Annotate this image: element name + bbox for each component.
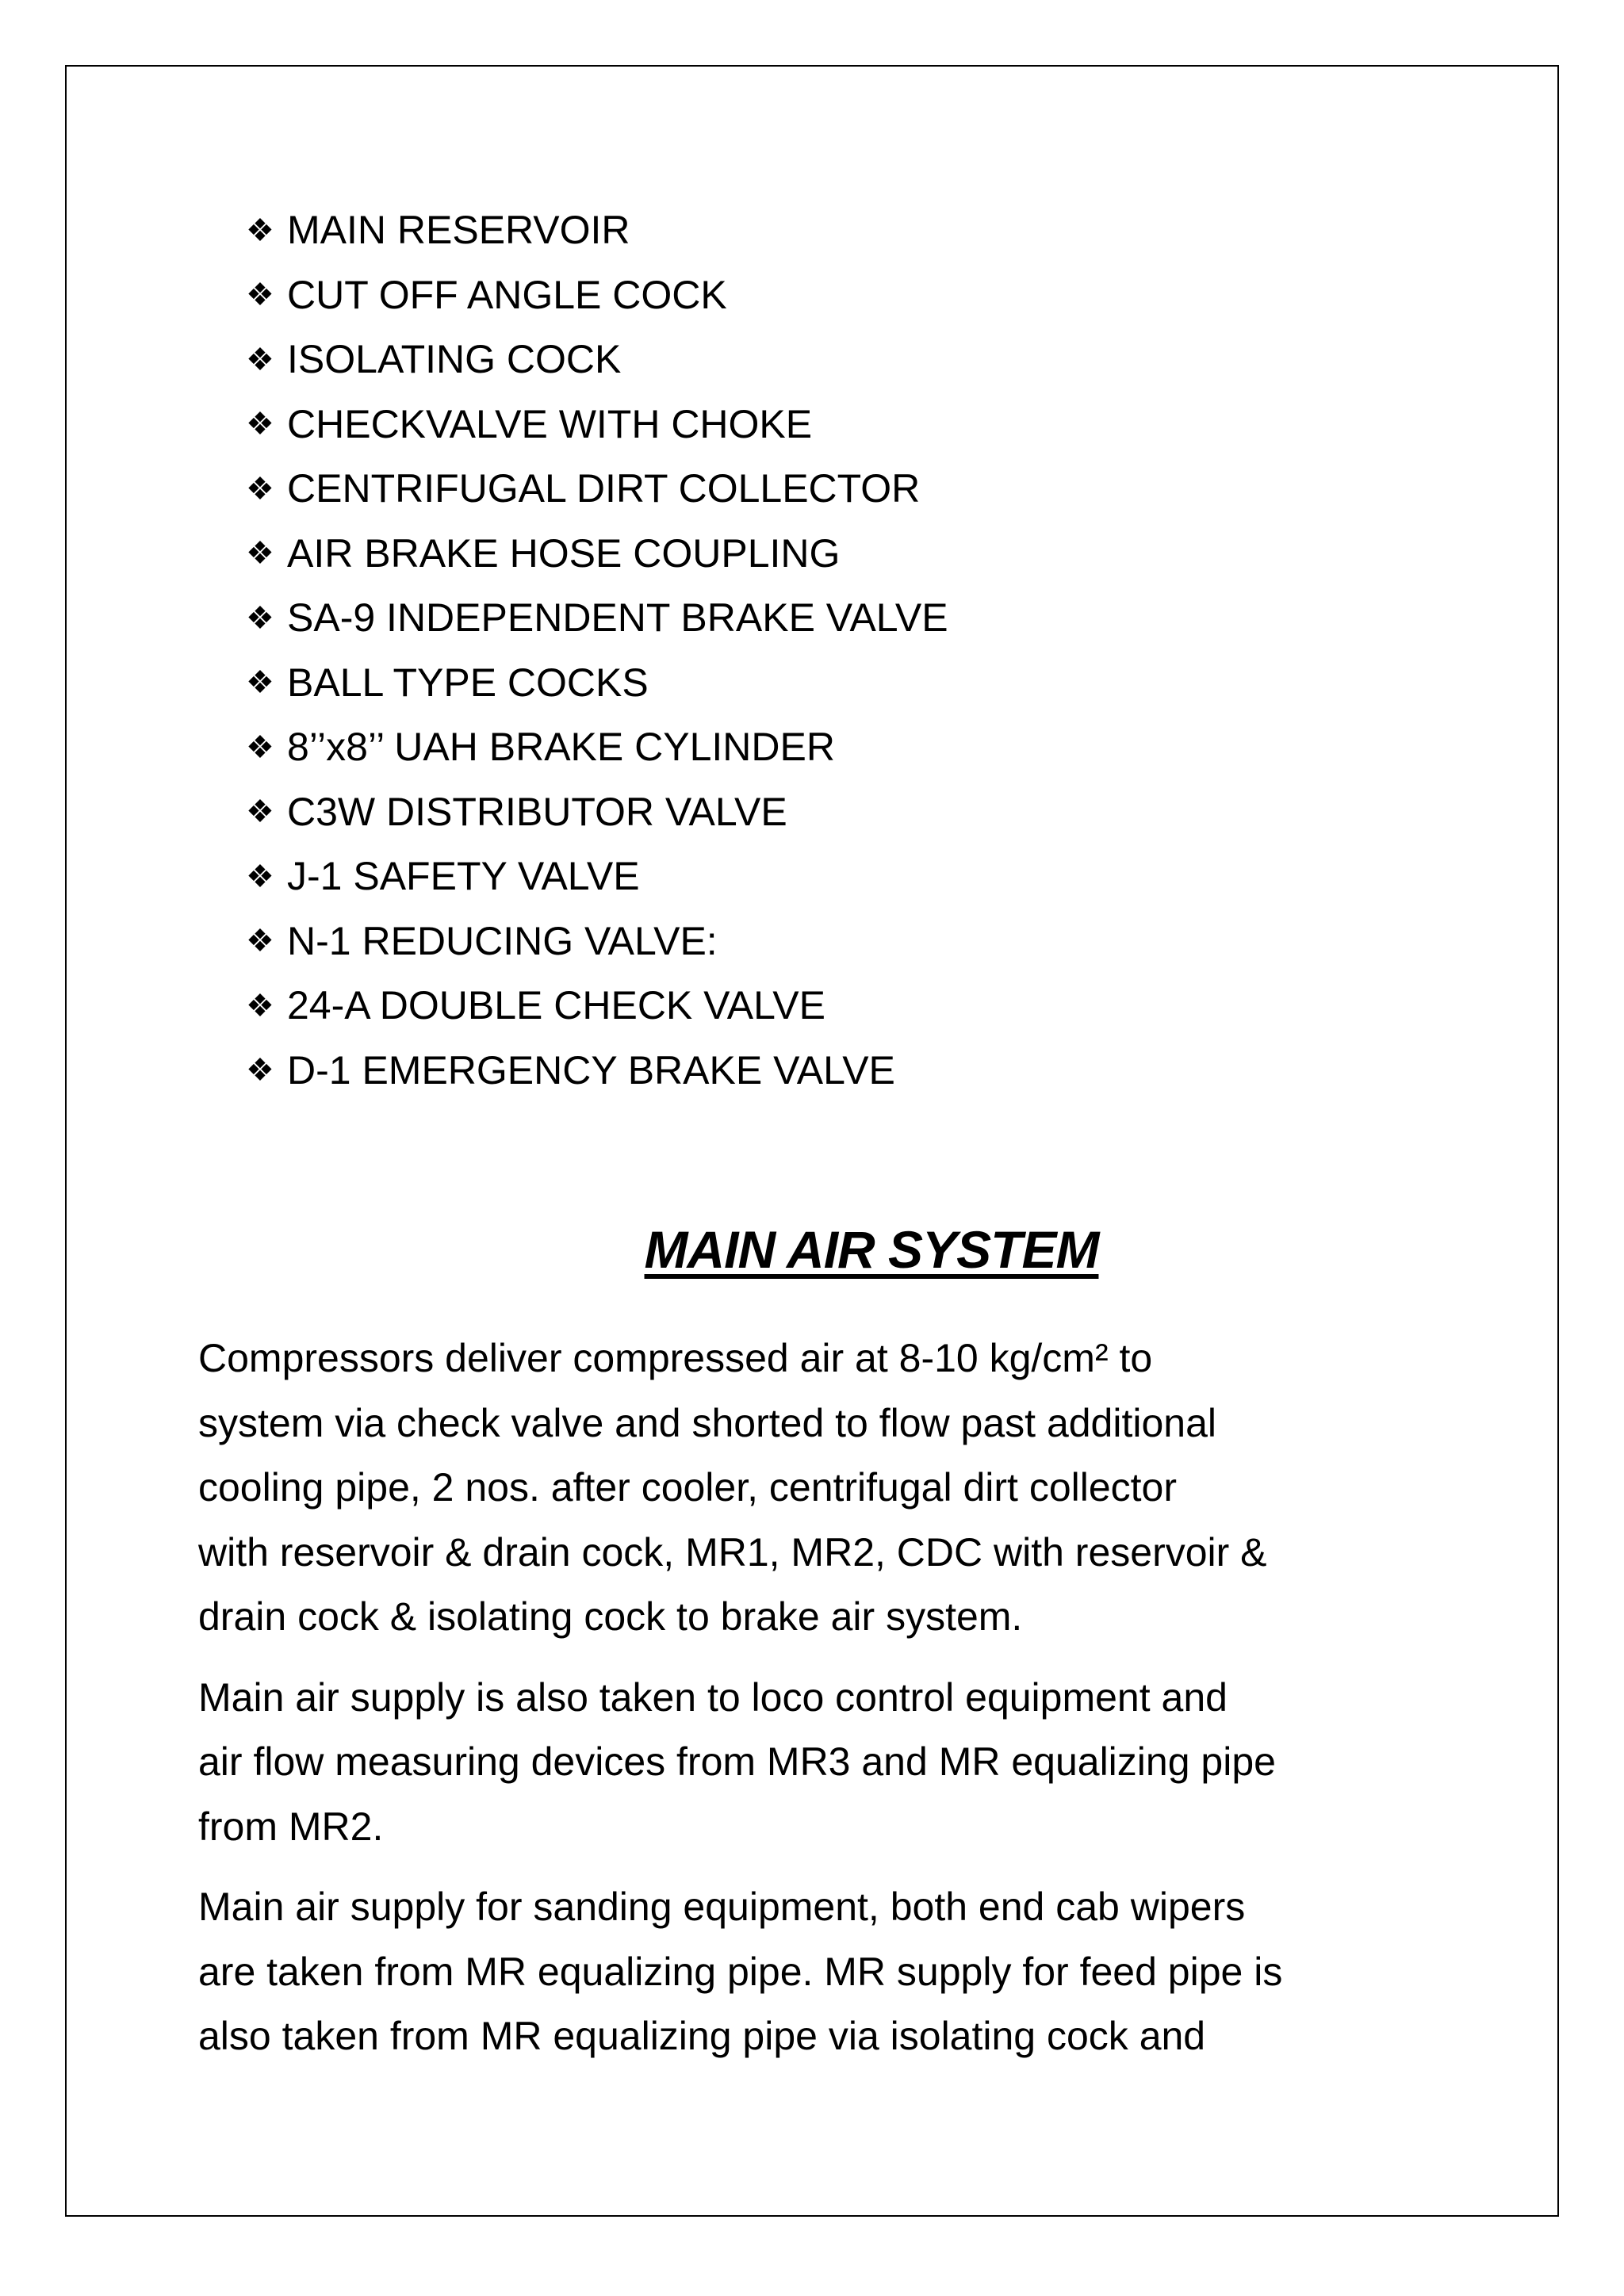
paragraph-line: are taken from MR equalizing pipe. MR supply for feed pipe is — [198, 1949, 1283, 1994]
list-item — [246, 327, 948, 392]
list-item-text: SA-9 INDEPENDENT BRAKE VALVE — [287, 595, 948, 640]
diamond-bullet-icon: ❖ — [246, 471, 274, 507]
paragraph-line: Main air supply is also taken to loco control equipment and — [198, 1674, 1228, 1720]
list-item-text: 8’’x8’’ UAH BRAKE CYLINDER — [287, 725, 835, 769]
list-item-text: D-1 EMERGENCY BRAKE VALVE — [287, 1047, 895, 1093]
diamond-bullet-icon: ❖ — [246, 212, 274, 248]
list-item — [246, 780, 948, 845]
list-item — [246, 263, 948, 328]
diamond-bullet-icon: ❖ — [246, 794, 274, 830]
diamond-bullet-icon: ❖ — [246, 729, 274, 765]
paragraph — [198, 1326, 1443, 1650]
paragraph-line: Main air supply for sanding equipment, both end cab wipers — [198, 1885, 1246, 1929]
list-item-text: CUT OFF ANGLE COCK — [287, 272, 727, 317]
list-item — [246, 974, 948, 1039]
diamond-bullet-icon: ❖ — [246, 924, 274, 959]
list-item-text: 24-A DOUBLE CHECK VALVE — [287, 983, 825, 1027]
list-item — [246, 198, 948, 263]
list-item — [246, 651, 948, 716]
diamond-bullet-icon: ❖ — [246, 600, 274, 636]
diamond-bullet-icon: ❖ — [246, 342, 274, 377]
paragraph-line: cooling pipe, 2 nos. after cooler, centrifugal dirt collector — [198, 1465, 1178, 1510]
paragraph-line: system via check valve and shorted to flow past additional — [198, 1400, 1217, 1445]
paragraph — [198, 1666, 1443, 1860]
diamond-bullet-icon: ❖ — [246, 665, 274, 701]
list-item-text: J-1 SAFETY VALVE — [287, 854, 640, 898]
list-item — [246, 715, 948, 780]
list-item-text: CHECKVALVE WITH CHOKE — [287, 401, 813, 446]
diamond-bullet-icon: ❖ — [246, 988, 274, 1024]
list-item-text: MAIN RESERVOIR — [287, 208, 630, 252]
list-item-text: AIR BRAKE HOSE COUPLING — [287, 530, 841, 576]
paragraph-line: from MR2. — [198, 1804, 384, 1849]
list-item — [246, 392, 948, 457]
section-heading — [0, 1219, 1624, 1280]
list-item-text: N-1 REDUCING VALVE: — [287, 918, 718, 963]
section-heading-text: MAIN AIR SYSTEM — [644, 1220, 1099, 1279]
list-item-text: CENTRIFUGAL DIRT COLLECTOR — [287, 466, 921, 511]
list-item-text: BALL TYPE COCKS — [287, 660, 649, 705]
paragraph-line: also taken from MR equalizing pipe via isolating cock and — [198, 2014, 1206, 2058]
paragraph-line: with reservoir & drain cock, MR1, MR2, CDC with reservoir & — [198, 1529, 1267, 1575]
diamond-bullet-icon: ❖ — [246, 1053, 274, 1089]
diamond-bullet-icon: ❖ — [246, 277, 274, 313]
diamond-bullet-icon: ❖ — [246, 536, 274, 572]
list-item — [246, 457, 948, 522]
component-list — [246, 198, 948, 1103]
paragraph-line: air flow measuring devices from MR3 and MR equalizing pipe — [198, 1739, 1276, 1784]
list-item — [246, 586, 948, 651]
list-item — [246, 1039, 948, 1104]
paragraph-line: Compressors deliver compressed air at 8-10 kg/cm² to — [198, 1336, 1153, 1380]
diamond-bullet-icon: ❖ — [246, 859, 274, 894]
list-item — [246, 909, 948, 974]
list-item — [246, 844, 948, 909]
body-text — [198, 1326, 1443, 2085]
paragraph-line: drain cock & isolating cock to brake air system. — [198, 1594, 1023, 1639]
paragraph — [198, 1875, 1443, 2069]
list-item — [246, 522, 948, 587]
list-item-text: C3W DISTRIBUTOR VALVE — [287, 789, 787, 834]
diamond-bullet-icon: ❖ — [246, 407, 274, 442]
list-item-text: ISOLATING COCK — [287, 337, 622, 381]
